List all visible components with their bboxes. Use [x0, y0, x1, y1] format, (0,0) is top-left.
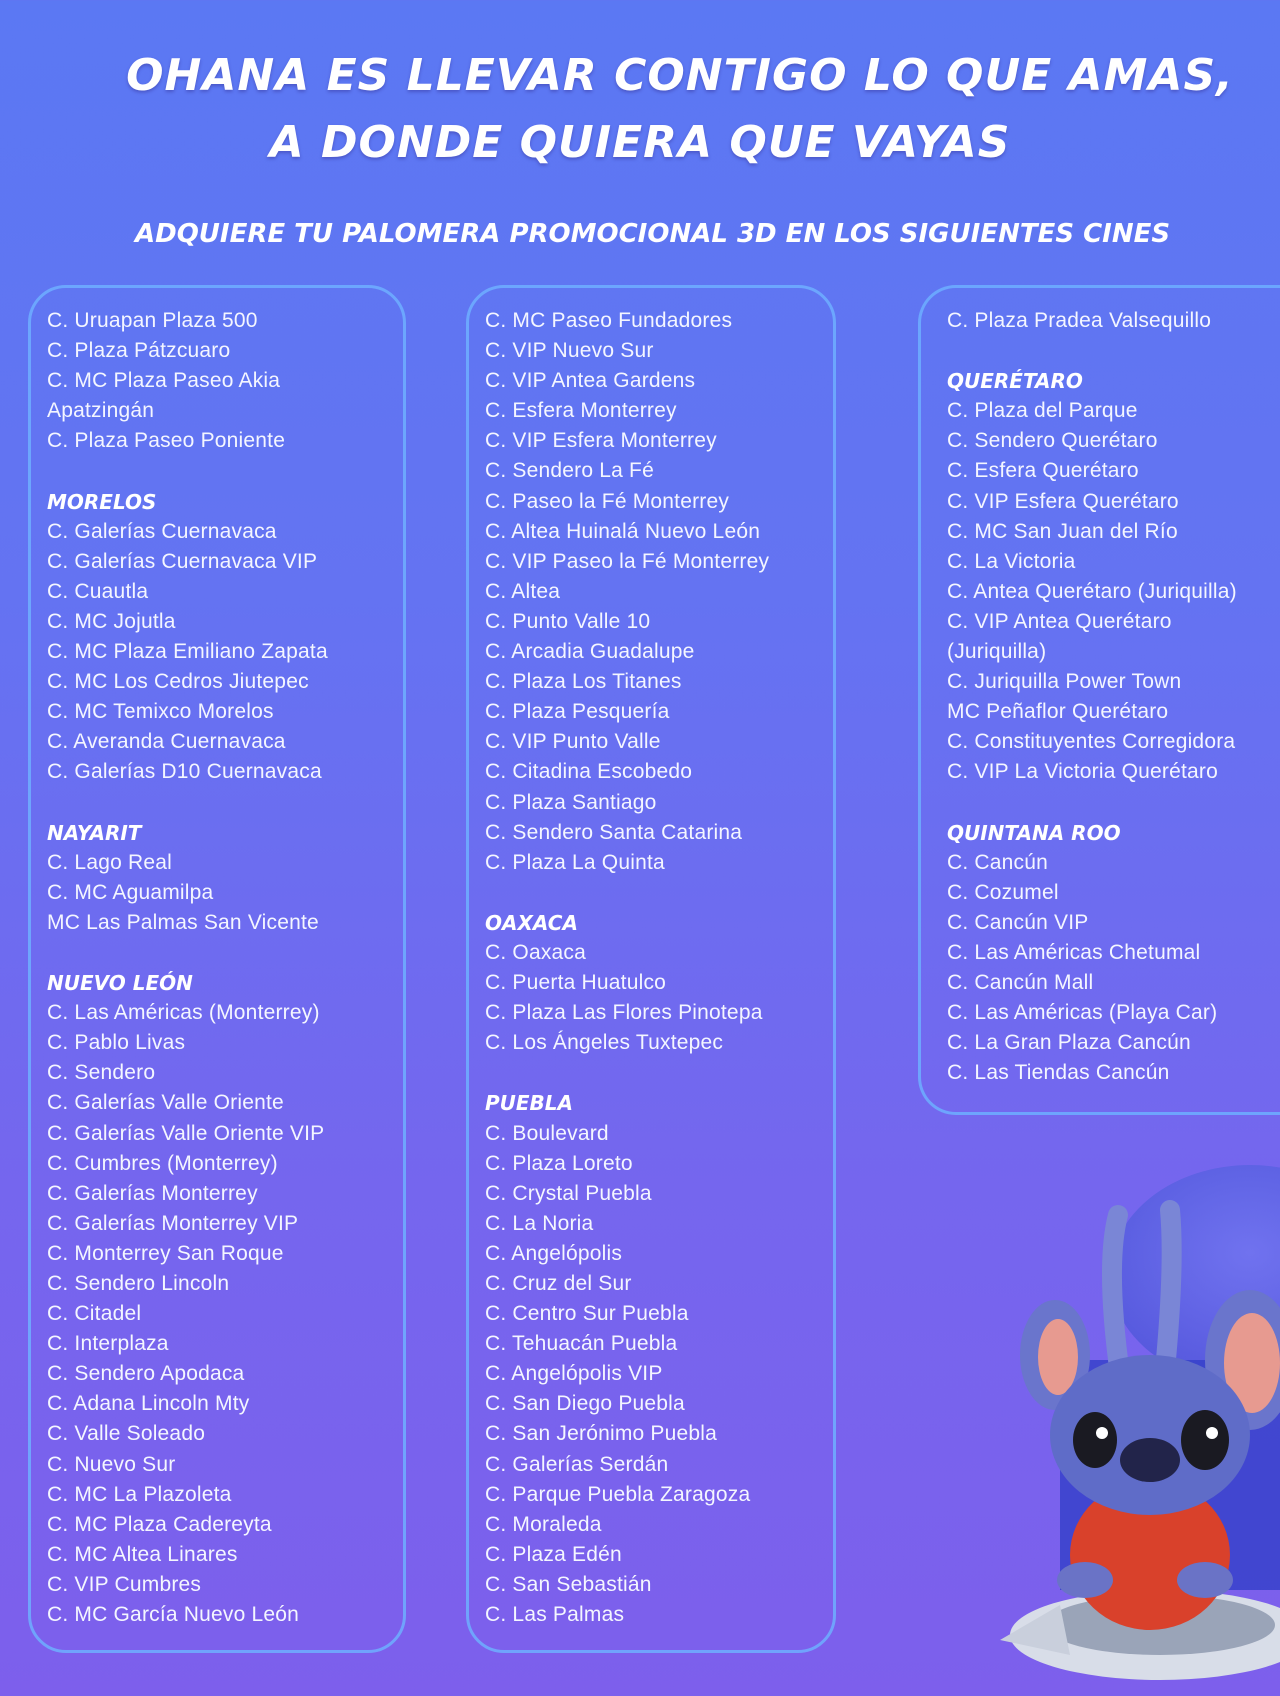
cinema-item: C. Galerías Cuernavaca [47, 519, 277, 543]
cinema-item: C. Monterrey San Roque [47, 1241, 284, 1265]
cinema-item: C. Galerías Serdán [485, 1452, 669, 1476]
state-heading: OAXACA [485, 910, 578, 935]
cinema-item: C. Galerías Valle Oriente [47, 1091, 284, 1115]
eye-left-shine [1096, 1427, 1108, 1439]
cinema-item: C. Nuevo Sur [47, 1452, 176, 1476]
cinema-item: C. Los Ángeles Tuxtepec [485, 1031, 724, 1055]
cinema-item: C. Las Palmas [485, 1603, 625, 1627]
state-heading: QUERÉTARO [947, 369, 1083, 394]
cinema-item: C. MC Plaza Emiliano Zapata [47, 640, 328, 664]
section-spacer [485, 1058, 833, 1088]
cinema-list-column-3 [918, 285, 1280, 1115]
arm-left [1057, 1562, 1113, 1598]
cinema-item: C. Valle Soleado [47, 1422, 206, 1446]
cinema-item: C. MC Los Cedros Jiutepec [47, 670, 309, 694]
cinema-item: C. Interplaza [47, 1332, 169, 1356]
cinema-item: C. Tehuacán Puebla [485, 1332, 678, 1356]
cinema-item: C. Sendero [47, 1061, 156, 1085]
cinema-item: C. Galerías Valle Oriente VIP [47, 1121, 325, 1145]
cinema-item: C. Galerías Cuernavaca VIP [47, 549, 318, 573]
section-spacer [47, 788, 403, 818]
nose-shape [1120, 1438, 1180, 1482]
cinema-item: C. VIP Esfera Monterrey [485, 429, 717, 453]
cinema-item: C. Puerta Huatulco [485, 971, 667, 995]
cinema-item: C. Constituyentes Corregidora [947, 730, 1236, 754]
cinema-item: C. Citadina Escobedo [485, 760, 693, 784]
cinema-item: MC Las Palmas San Vicente [47, 910, 319, 934]
cinema-item: C. Plaza La Quinta [485, 850, 665, 874]
cinema-item: C. Las Américas (Playa Car) [947, 1001, 1218, 1025]
section-spacer [947, 788, 1280, 818]
cinema-item: C. La Victoria [947, 549, 1076, 573]
cinema-item: C. Oaxaca [485, 940, 587, 964]
cinema-item: C. Cozumel [947, 880, 1059, 904]
cinema-item: C. VIP Cumbres [47, 1572, 202, 1596]
cinema-list-column-2 [466, 285, 836, 1653]
cinema-item: C. MC San Juan del Río [947, 519, 1178, 543]
cinema-item: C. Esfera Querétaro [947, 459, 1139, 483]
cinema-item: C. Galerías Monterrey [47, 1181, 258, 1205]
cinema-item: C. Las Américas Chetumal [947, 940, 1201, 964]
cinema-item: C. Angelópolis [485, 1241, 623, 1265]
cinema-item: C. Moraleda [485, 1512, 602, 1536]
state-heading: MORELOS [47, 489, 157, 514]
cinema-list-column-1 [28, 285, 406, 1653]
cinema-item: MC Peñaflor Querétaro [947, 700, 1169, 724]
headline-line-1: OHANA ES LLEVAR CONTIGO LO QUE AMAS, [126, 50, 1234, 101]
section-spacer [47, 456, 403, 486]
cinema-item: C. Plaza Los Titanes [485, 670, 682, 694]
antenna-left [1112, 1215, 1120, 1375]
cinema-item: C. Juriquilla Power Town [947, 670, 1182, 694]
cinema-item: C. Sendero Santa Catarina [485, 820, 743, 844]
cinema-item: C. MC Temixco Morelos [47, 700, 274, 724]
cinema-item: C. Las Américas (Monterrey) [47, 1001, 320, 1025]
cinema-item: C. Plaza Pátzcuaro [47, 339, 231, 363]
cinema-item: C. La Noria [485, 1211, 594, 1235]
cinema-item: C. MC Plaza Paseo Akia [47, 369, 281, 393]
cinema-item: C. San Jerónimo Puebla [485, 1422, 718, 1446]
eye-right-shine [1206, 1427, 1218, 1439]
cinema-item: C. Cruz del Sur [485, 1272, 632, 1295]
cinema-item: C. MC Plaza Cadereyta [47, 1512, 272, 1536]
cinema-item: C. VIP Nuevo Sur [485, 339, 654, 363]
cinema-item: C. MC García Nuevo León [47, 1603, 300, 1627]
section-spacer [947, 336, 1280, 366]
cinema-item: C. Adana Lincoln Mty [47, 1392, 250, 1416]
cinema-item: C. Las Tiendas Cancún [947, 1061, 1170, 1085]
cinema-item: C. Sendero Querétaro [947, 429, 1158, 453]
ear-left-inner [1038, 1319, 1078, 1395]
cinema-item: C. Boulevard [485, 1121, 609, 1145]
cinema-item: C. Cancún VIP [947, 910, 1089, 934]
cinema-item: C. Cumbres (Monterrey) [47, 1151, 278, 1175]
cinema-item: C. Esfera Monterrey [485, 399, 677, 423]
cinema-item: C. VIP Antea Querétaro [947, 609, 1172, 633]
cinema-item: C. Citadel [47, 1302, 142, 1326]
cinema-item: C. VIP Esfera Querétaro [947, 489, 1179, 513]
cinema-item: C. Cancún [947, 850, 1049, 874]
cinema-item: C. Plaza Loreto [485, 1151, 633, 1175]
eye-right [1181, 1410, 1229, 1470]
cinema-item: C. MC Paseo Fundadores [485, 309, 733, 332]
cinema-item: C. Punto Valle 10 [485, 609, 651, 633]
cinema-item: C. Cuautla [47, 579, 149, 603]
cinema-item: C. Averanda Cuernavaca [47, 730, 286, 754]
cinema-item: C. Plaza Edén [485, 1542, 622, 1566]
cinema-item: C. Plaza del Parque [947, 399, 1138, 423]
stitch-popcorn-bucket-image [1000, 1135, 1280, 1696]
cinema-item: Apatzingán [47, 399, 155, 423]
eye-left [1073, 1412, 1117, 1468]
cinema-item: C. Angelópolis VIP [485, 1362, 663, 1386]
cinema-item: C. VIP Paseo la Fé Monterrey [485, 549, 770, 573]
cinema-item: C. Sendero La Fé [485, 459, 654, 483]
cinema-item: C. Pablo Livas [47, 1031, 186, 1055]
cinema-item: C. San Diego Puebla [485, 1392, 685, 1416]
cinema-item: C. Plaza Pesquería [485, 700, 670, 724]
cinema-item: C. San Sebastián [485, 1572, 652, 1596]
cinema-item: C. Altea Huinalá Nuevo León [485, 519, 761, 543]
cinema-item: C. Sendero Apodaca [47, 1362, 245, 1386]
cinema-item: C. MC Aguamilpa [47, 880, 214, 904]
cinema-item: C. Cancún Mall [947, 971, 1094, 995]
cinema-item: C. La Gran Plaza Cancún [947, 1031, 1191, 1055]
cinema-item: C. Plaza Paseo Poniente [47, 429, 286, 453]
subtitle: ADQUIERE TU PALOMERA PROMOCIONAL 3D EN LOS SIGUIENTES CINES [135, 219, 1171, 249]
cinema-item: C. MC Altea Linares [47, 1542, 238, 1566]
state-heading: NAYARIT [47, 820, 142, 845]
state-heading: QUINTANA ROO [947, 820, 1121, 845]
arm-right [1177, 1562, 1233, 1598]
state-heading: NUEVO LEÓN [47, 971, 193, 996]
cinema-item: C. MC Jojutla [47, 609, 176, 633]
cinema-item: C. VIP La Victoria Querétaro [947, 760, 1218, 784]
cinema-item: C. Crystal Puebla [485, 1181, 652, 1205]
cinema-item: C. Uruapan Plaza 500 [47, 309, 258, 332]
state-heading: PUEBLA [485, 1091, 574, 1116]
cinema-item: C. Antea Querétaro (Juriquilla) [947, 579, 1237, 603]
cinema-item: C. Plaza Pradea Valsequillo [947, 309, 1212, 332]
cinema-item: C. Altea [485, 579, 561, 603]
cinema-item: C. Centro Sur Puebla [485, 1302, 689, 1326]
cinema-item: C. Galerías D10 Cuernavaca [47, 760, 322, 784]
cinema-item: C. Plaza Las Flores Pinotepa [485, 1001, 763, 1025]
antenna-right [1165, 1210, 1172, 1370]
section-spacer [47, 938, 403, 968]
cinema-item: C. Parque Puebla Zaragoza [485, 1482, 751, 1506]
cinema-item: C. Galerías Monterrey VIP [47, 1211, 299, 1235]
cinema-item: C. Plaza Santiago [485, 790, 657, 814]
cinema-item: C. VIP Punto Valle [485, 730, 661, 754]
cinema-item: C. VIP Antea Gardens [485, 369, 696, 393]
cinema-item: C. MC La Plazoleta [47, 1482, 232, 1506]
cinema-item: C. Sendero Lincoln [47, 1272, 230, 1295]
cinema-item: C. Arcadia Guadalupe [485, 640, 695, 664]
headline-line-2: A DONDE QUIERA QUE VAYAS [269, 117, 1011, 168]
section-spacer [485, 878, 833, 908]
cinema-item: C. Paseo la Fé Monterrey [485, 489, 730, 513]
cinema-item: (Juriquilla) [947, 640, 1047, 664]
cinema-item: C. Lago Real [47, 850, 172, 874]
